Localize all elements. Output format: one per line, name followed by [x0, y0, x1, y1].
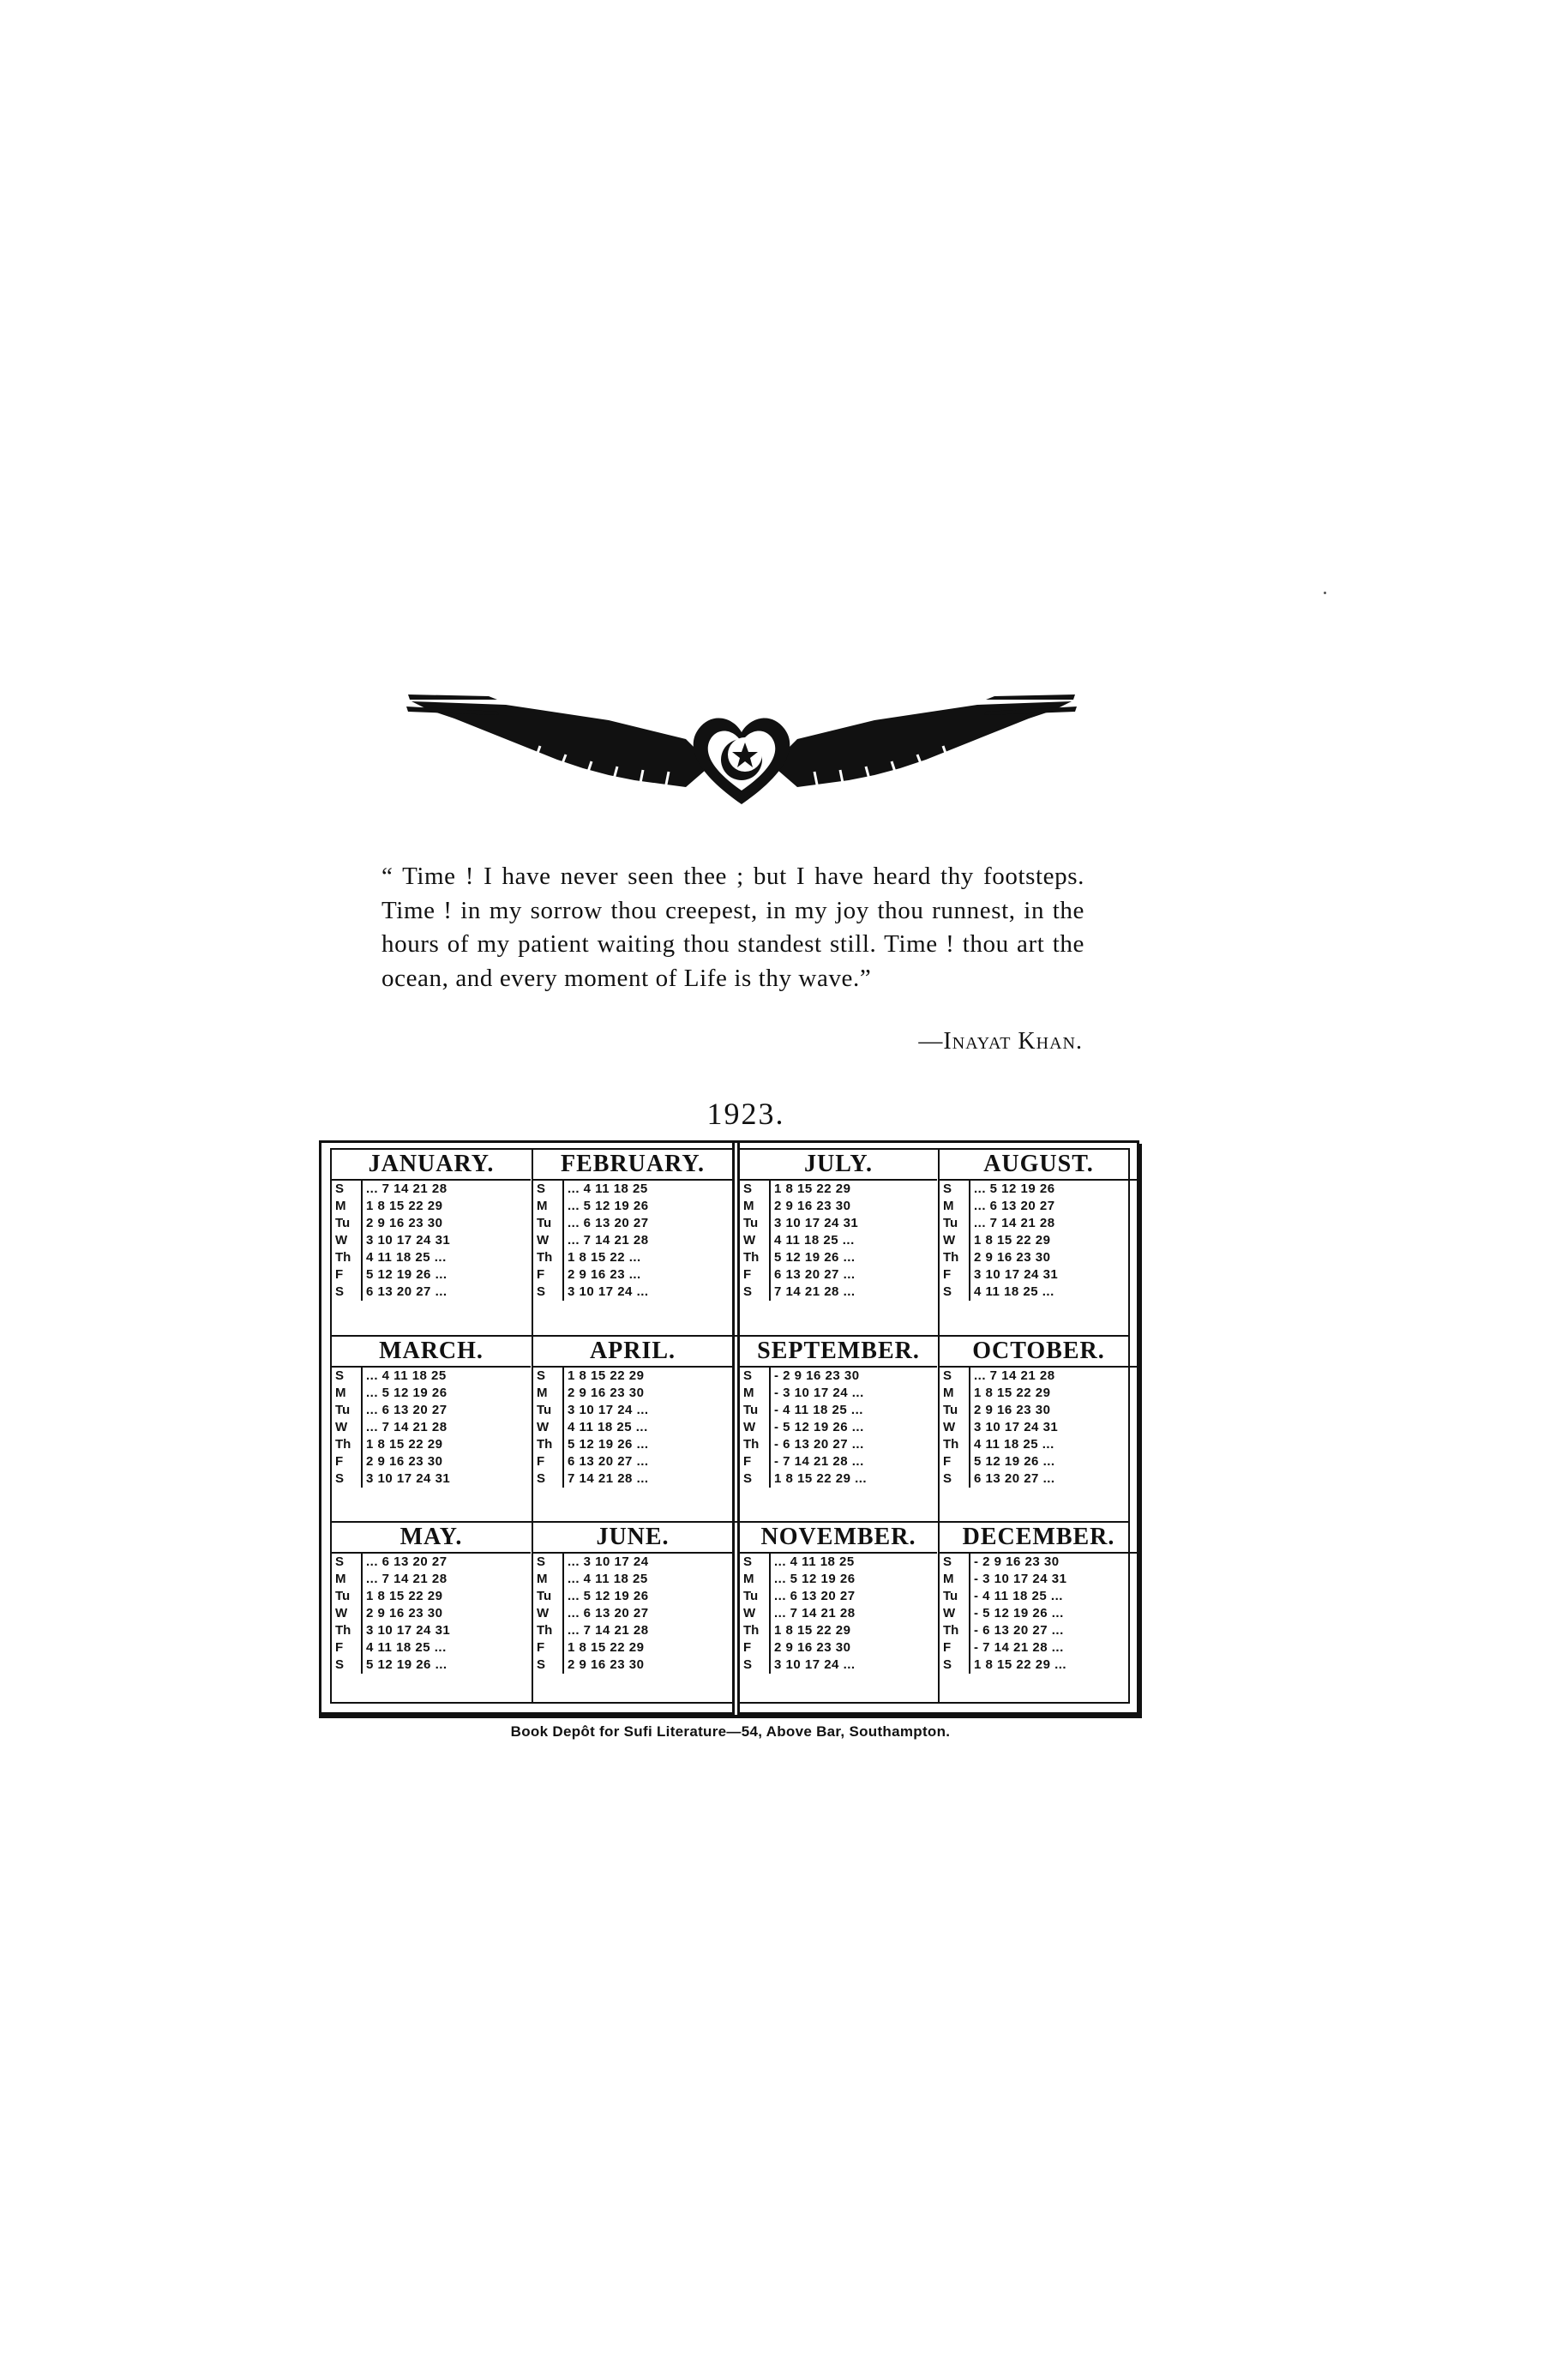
weekday-column: [740, 1368, 771, 1488]
date-row: - 5 12 19 26 ...: [974, 1606, 1064, 1620]
stray-mark: [1324, 592, 1326, 594]
date-row: 5 12 19 26 ...: [974, 1454, 1055, 1469]
date-row: 1 8 15 22 29 ...: [774, 1471, 868, 1486]
weekday-label: F: [537, 1267, 545, 1282]
weekday-label: M: [743, 1572, 754, 1586]
month-name: NOVEMBER.: [740, 1523, 937, 1554]
weekday-column: [740, 1554, 771, 1674]
date-row: 3 10 17 24 ...: [568, 1403, 649, 1417]
weekday-label: F: [943, 1640, 952, 1655]
date-row: 2 9 16 23 30: [568, 1386, 645, 1400]
date-row: 4 11 18 25 ...: [366, 1250, 447, 1265]
weekday-label: F: [537, 1454, 545, 1469]
month-april: [533, 1337, 732, 1520]
weekday-label: S: [943, 1554, 952, 1569]
date-row: 1 8 15 22 29: [774, 1623, 851, 1638]
calendar-frame: [319, 1140, 1139, 1715]
date-row: 2 9 16 23 30: [366, 1606, 443, 1620]
month-name: JULY.: [740, 1150, 937, 1181]
weekday-label: Th: [537, 1623, 553, 1638]
weekday-label: F: [335, 1640, 344, 1655]
date-row: 4 11 18 25 ...: [568, 1420, 648, 1434]
weekday-label: W: [743, 1606, 756, 1620]
calendar-grid: [330, 1148, 1130, 1704]
date-row: 1 8 15 22 ...: [568, 1250, 641, 1265]
weekday-label: S: [537, 1554, 546, 1569]
weekday-label: S: [743, 1181, 753, 1196]
weekday-label: S: [743, 1284, 753, 1299]
dates-column: [564, 1181, 732, 1301]
date-row: ... 6 13 20 27: [974, 1199, 1055, 1213]
date-row: ... 4 11 18 25: [568, 1572, 648, 1586]
date-row: ... 6 13 20 27: [366, 1403, 448, 1417]
weekday-label: W: [537, 1233, 550, 1248]
date-row: 3 10 17 24 ...: [568, 1284, 649, 1299]
date-row: - 5 12 19 26 ...: [774, 1420, 864, 1434]
date-row: ... 7 14 21 28: [774, 1606, 856, 1620]
weekday-column: [332, 1368, 363, 1488]
date-row: - 6 13 20 27 ...: [974, 1623, 1064, 1638]
date-row: 5 12 19 26 ...: [366, 1267, 448, 1282]
month-november: [740, 1523, 937, 1706]
month-name: JANUARY.: [332, 1150, 531, 1181]
date-row: 2 9 16 23 30: [774, 1199, 851, 1213]
date-row: ... 5 12 19 26: [568, 1589, 649, 1603]
dates-column: [970, 1181, 1138, 1301]
weekday-column: [940, 1181, 970, 1301]
weekday-label: W: [943, 1606, 956, 1620]
weekday-label: S: [335, 1368, 345, 1383]
month-name: AUGUST.: [940, 1150, 1138, 1181]
weekday-label: M: [335, 1386, 346, 1400]
date-row: ... 6 13 20 27: [568, 1216, 649, 1230]
date-row: - 2 9 16 23 30: [774, 1368, 860, 1383]
dates-column: [771, 1554, 937, 1674]
month-october: [940, 1337, 1138, 1520]
weekday-column: [533, 1554, 564, 1674]
date-row: 1 8 15 22 29: [366, 1199, 443, 1213]
date-row: ... 4 11 18 25: [774, 1554, 855, 1569]
date-row: ... 4 11 18 25: [366, 1368, 447, 1383]
weekday-label: S: [943, 1284, 952, 1299]
weekday-label: Th: [943, 1250, 959, 1265]
weekday-label: F: [943, 1454, 952, 1469]
weekday-label: W: [743, 1420, 756, 1434]
weekday-label: M: [943, 1199, 954, 1213]
date-row: - 7 14 21 28 ...: [974, 1640, 1064, 1655]
weekday-label: Th: [743, 1437, 760, 1452]
weekday-label: S: [537, 1657, 546, 1672]
date-row: 5 12 19 26 ...: [366, 1657, 448, 1672]
date-row: 3 10 17 24 31: [366, 1233, 451, 1248]
date-row: - 4 11 18 25 ...: [774, 1403, 863, 1417]
dates-column: [771, 1181, 937, 1301]
weekday-label: S: [537, 1181, 546, 1196]
date-row: 1 8 15 22 29: [974, 1233, 1051, 1248]
weekday-label: M: [743, 1386, 754, 1400]
month-may: [332, 1523, 531, 1706]
weekday-label: Th: [335, 1250, 351, 1265]
date-row: 3 10 17 24 ...: [774, 1657, 856, 1672]
date-row: 1 8 15 22 29: [568, 1640, 645, 1655]
weekday-label: S: [335, 1471, 345, 1486]
weekday-label: S: [943, 1181, 952, 1196]
weekday-label: Tu: [537, 1589, 552, 1603]
weekday-label: S: [943, 1471, 952, 1486]
weekday-label: Tu: [335, 1589, 351, 1603]
weekday-label: Tu: [537, 1403, 552, 1417]
calendar-year: 1923.: [706, 1097, 785, 1131]
dates-column: [564, 1368, 732, 1488]
weekday-label: Tu: [943, 1216, 958, 1230]
weekday-label: W: [335, 1606, 348, 1620]
month-name: FEBRUARY.: [533, 1150, 732, 1181]
weekday-label: W: [335, 1233, 348, 1248]
date-row: 2 9 16 23 ...: [568, 1267, 641, 1282]
weekday-column: [940, 1554, 970, 1674]
date-row: 3 10 17 24 31: [974, 1267, 1059, 1282]
month-name: APRIL.: [533, 1337, 732, 1368]
weekday-label: Th: [335, 1437, 351, 1452]
month-name: SEPTEMBER.: [740, 1337, 937, 1368]
weekday-label: Th: [743, 1250, 760, 1265]
weekday-label: S: [743, 1554, 753, 1569]
month-name: OCTOBER.: [940, 1337, 1138, 1368]
weekday-label: Th: [943, 1437, 959, 1452]
date-row: ... 5 12 19 26: [366, 1386, 448, 1400]
date-row: 2 9 16 23 30: [366, 1454, 443, 1469]
date-row: ... 7 14 21 28: [366, 1181, 448, 1196]
date-row: 6 13 20 27 ...: [974, 1471, 1055, 1486]
date-row: - 7 14 21 28 ...: [774, 1454, 864, 1469]
weekday-label: M: [537, 1386, 548, 1400]
weekday-label: Tu: [537, 1216, 552, 1230]
dates-column: [771, 1368, 937, 1488]
date-row: ... 7 14 21 28: [568, 1233, 649, 1248]
date-row: ... 4 11 18 25: [568, 1181, 648, 1196]
month-january: [332, 1150, 531, 1333]
month-march: [332, 1337, 531, 1520]
calendar-row-rule: [332, 1335, 1128, 1337]
weekday-label: M: [943, 1386, 954, 1400]
calendar-row-rule: [332, 1521, 1128, 1523]
weekday-label: S: [537, 1368, 546, 1383]
date-row: 4 11 18 25 ...: [974, 1437, 1054, 1452]
weekday-label: Th: [743, 1623, 760, 1638]
weekday-column: [533, 1181, 564, 1301]
weekday-label: S: [537, 1284, 546, 1299]
date-row: 1 8 15 22 29: [366, 1589, 443, 1603]
month-february: [533, 1150, 732, 1333]
month-name: MARCH.: [332, 1337, 531, 1368]
weekday-label: W: [537, 1420, 550, 1434]
weekday-label: Tu: [335, 1403, 351, 1417]
weekday-label: S: [335, 1554, 345, 1569]
weekday-label: S: [743, 1657, 753, 1672]
date-row: ... 7 14 21 28: [974, 1368, 1055, 1383]
date-row: 1 8 15 22 29: [974, 1386, 1051, 1400]
date-row: 3 10 17 24 31: [974, 1420, 1059, 1434]
month-name: JUNE.: [533, 1523, 732, 1554]
weekday-label: S: [943, 1368, 952, 1383]
date-row: ... 7 14 21 28: [974, 1216, 1055, 1230]
date-row: 2 9 16 23 30: [974, 1403, 1051, 1417]
date-row: - 4 11 18 25 ...: [974, 1589, 1063, 1603]
date-row: ... 6 13 20 27: [366, 1554, 448, 1569]
weekday-label: W: [743, 1233, 756, 1248]
winged-heart-emblem-icon: [403, 686, 1080, 806]
weekday-label: S: [335, 1181, 345, 1196]
weekday-label: Tu: [943, 1589, 958, 1603]
date-row: ... 5 12 19 26: [568, 1199, 649, 1213]
dates-column: [970, 1554, 1138, 1674]
weekday-label: M: [743, 1199, 754, 1213]
weekday-label: F: [943, 1267, 952, 1282]
date-row: ... 7 14 21 28: [568, 1623, 649, 1638]
date-row: 3 10 17 24 31: [774, 1216, 859, 1230]
weekday-label: W: [943, 1233, 956, 1248]
weekday-label: F: [743, 1454, 752, 1469]
weekday-label: S: [537, 1471, 546, 1486]
date-row: 6 13 20 27 ...: [568, 1454, 649, 1469]
date-row: 5 12 19 26 ...: [568, 1437, 649, 1452]
weekday-label: W: [335, 1420, 348, 1434]
date-row: 2 9 16 23 30: [974, 1250, 1051, 1265]
date-row: 4 11 18 25 ...: [774, 1233, 855, 1248]
date-row: 2 9 16 23 30: [366, 1216, 443, 1230]
date-row: 4 11 18 25 ...: [366, 1640, 447, 1655]
weekday-label: S: [943, 1657, 952, 1672]
date-row: 7 14 21 28 ...: [568, 1471, 649, 1486]
date-row: 2 9 16 23 30: [568, 1657, 645, 1672]
date-row: 3 10 17 24 31: [366, 1623, 451, 1638]
date-row: 6 13 20 27 ...: [366, 1284, 448, 1299]
weekday-label: S: [743, 1368, 753, 1383]
calendar-column-rule: [938, 1150, 940, 1702]
date-row: ... 7 14 21 28: [366, 1572, 448, 1586]
date-row: ... 6 13 20 27: [568, 1606, 649, 1620]
date-row: 1 8 15 22 29: [774, 1181, 851, 1196]
date-row: ... 6 13 20 27: [774, 1589, 856, 1603]
date-row: ... 5 12 19 26: [774, 1572, 856, 1586]
dates-column: [363, 1368, 531, 1488]
calendar-half-divider: [732, 1143, 740, 1715]
weekday-label: Tu: [743, 1403, 759, 1417]
date-row: 6 13 20 27 ...: [774, 1267, 856, 1282]
dates-column: [363, 1181, 531, 1301]
date-row: 7 14 21 28 ...: [774, 1284, 856, 1299]
weekday-label: M: [537, 1199, 548, 1213]
quote-text: “ Time ! I have never seen thee ; but I have heard thy footsteps. Time ! in my sorrow thou creepest, in my joy thou runnest, in the hours of my patient waiting thou standest still. Time ! thou art the ocean, and every moment of Life is thy wave.”: [381, 863, 1084, 992]
dates-column: [363, 1554, 531, 1674]
weekday-label: M: [335, 1199, 346, 1213]
weekday-label: Th: [335, 1623, 351, 1638]
weekday-label: Tu: [743, 1216, 759, 1230]
date-row: - 3 10 17 24 31: [974, 1572, 1067, 1586]
weekday-column: [533, 1368, 564, 1488]
date-row: 2 9 16 23 30: [774, 1640, 851, 1655]
month-name: DECEMBER.: [940, 1523, 1138, 1554]
date-row: - 3 10 17 24 ...: [774, 1386, 864, 1400]
weekday-label: S: [335, 1284, 345, 1299]
date-row: 1 8 15 22 29: [366, 1437, 443, 1452]
month-june: [533, 1523, 732, 1706]
weekday-label: F: [335, 1267, 344, 1282]
weekday-label: M: [335, 1572, 346, 1586]
weekday-label: W: [537, 1606, 550, 1620]
weekday-label: Tu: [335, 1216, 351, 1230]
calendar-column-rule: [532, 1150, 533, 1702]
date-row: 1 8 15 22 29 ...: [974, 1657, 1067, 1672]
weekday-label: Th: [943, 1623, 959, 1638]
dates-column: [564, 1554, 732, 1674]
weekday-label: F: [743, 1640, 752, 1655]
weekday-label: Th: [537, 1437, 553, 1452]
weekday-label: F: [335, 1454, 344, 1469]
date-row: - 2 9 16 23 30: [974, 1554, 1060, 1569]
weekday-label: W: [943, 1420, 956, 1434]
month-september: [740, 1337, 937, 1520]
month-december: [940, 1523, 1138, 1706]
weekday-label: F: [537, 1640, 545, 1655]
date-row: ... 5 12 19 26: [974, 1181, 1055, 1196]
date-row: ... 7 14 21 28: [366, 1420, 448, 1434]
publisher-footer: Book Depôt for Sufi Literature—54, Above Bar, Southampton.: [510, 1723, 951, 1740]
month-august: [940, 1150, 1138, 1333]
date-row: 1 8 15 22 29: [568, 1368, 645, 1383]
weekday-label: M: [943, 1572, 954, 1586]
date-row: 4 11 18 25 ...: [974, 1284, 1054, 1299]
month-july: [740, 1150, 937, 1333]
weekday-label: S: [743, 1471, 753, 1486]
weekday-column: [332, 1554, 363, 1674]
date-row: ... 3 10 17 24: [568, 1554, 649, 1569]
weekday-column: [332, 1181, 363, 1301]
date-row: - 6 13 20 27 ...: [774, 1437, 864, 1452]
weekday-label: M: [537, 1572, 548, 1586]
date-row: 3 10 17 24 31: [366, 1471, 451, 1486]
dates-column: [970, 1368, 1138, 1488]
month-name: MAY.: [332, 1523, 531, 1554]
date-row: 5 12 19 26 ...: [774, 1250, 856, 1265]
quote-attribution: —Inayat Khan.: [918, 1028, 1083, 1055]
weekday-label: S: [335, 1657, 345, 1672]
weekday-column: [740, 1181, 771, 1301]
weekday-label: Th: [537, 1250, 553, 1265]
weekday-column: [940, 1368, 970, 1488]
weekday-label: F: [743, 1267, 752, 1282]
weekday-label: Tu: [743, 1589, 759, 1603]
weekday-label: Tu: [943, 1403, 958, 1417]
